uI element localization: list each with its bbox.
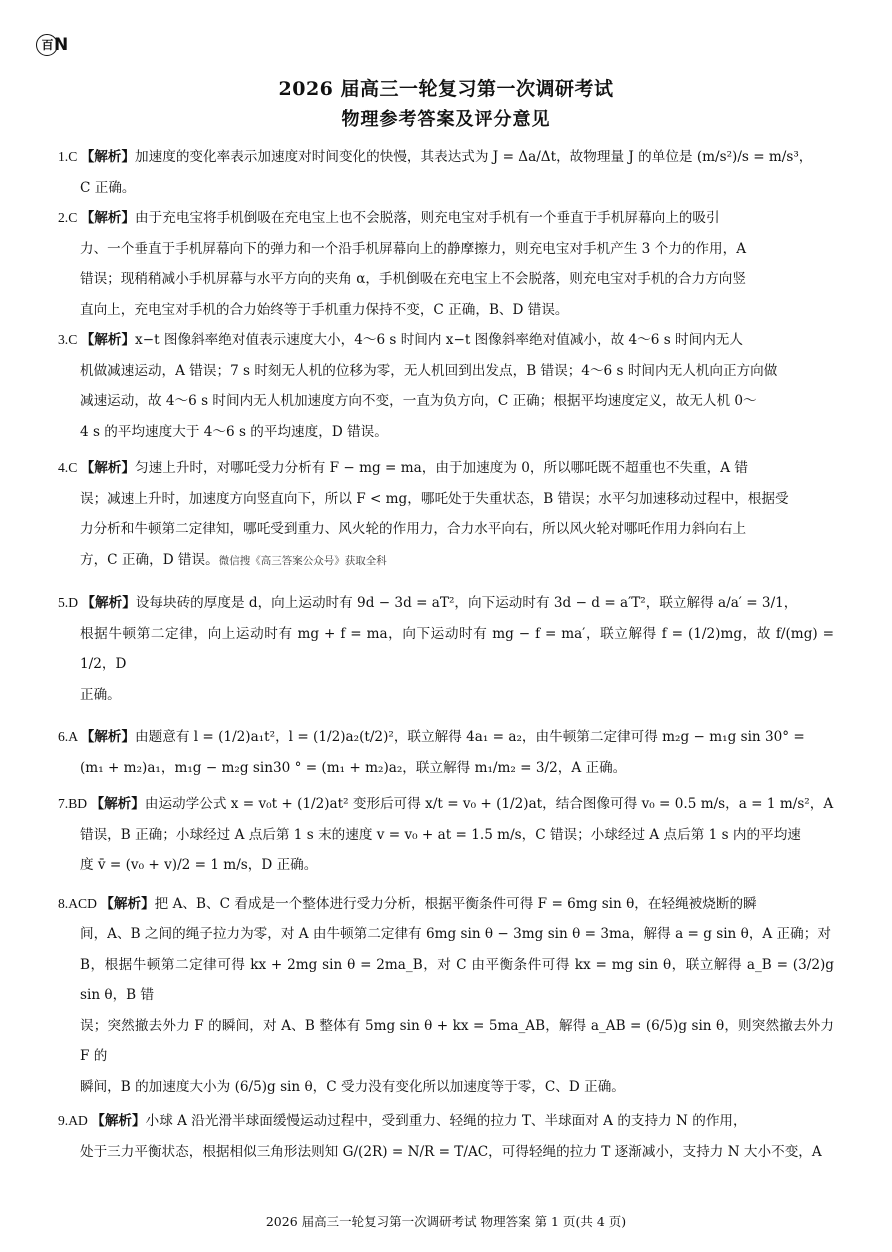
- answer-line: [58, 514, 834, 545]
- answer-number: 4.C: [58, 460, 81, 475]
- answer-text: 根据牛顿第二定律，向上运动时有 mg + f = ma，向下运动时有 mg − f = ma′，联立解得 f = (1/2)mg，故 f/(mg) = 1/2，D: [80, 625, 834, 672]
- answer-text: 误；减速上升时，加速度方向竖直向下，所以 F < mg，哪吒处于失重状态，B 错误；水平匀加速移动过程中，根据受: [80, 490, 789, 507]
- answer-line: [58, 850, 834, 881]
- answer-item: [58, 203, 834, 325]
- publisher-logo: [36, 34, 67, 56]
- answer-line: [58, 1072, 834, 1103]
- answer-text: 由运动学公式 x = v₀t + (1/2)at² 变形后可得 x/t = v₀ + (1/2)at，结合图像可得 v₀ = 0.5 m/s，a = 1 m/s²，A: [144, 796, 834, 812]
- answer-text: 匀速上升时，对哪吒受力分析有 F − mg = ma，由于加速度为 0，所以哪吒既不超重也不失重，A 错: [135, 460, 748, 476]
- logo-letter: N: [54, 35, 68, 55]
- analysis-tag: 【解析】: [81, 595, 136, 611]
- answer-number: 5.D: [58, 595, 82, 610]
- answer-first-line: [58, 203, 834, 234]
- answer-line: [58, 1011, 834, 1072]
- answer-first-line: [58, 789, 834, 820]
- analysis-tag: 【解析】: [80, 149, 136, 165]
- page-footer: 2026 届高三一轮复习第一次调研考试 物理答案 第 1 页(共 4 页): [265, 1214, 627, 1229]
- answer-line: [58, 680, 834, 711]
- answer-item: [58, 142, 834, 203]
- answer-line: [58, 484, 834, 515]
- answer-number: 2.C: [58, 210, 81, 225]
- answer-first-line: [58, 1106, 834, 1137]
- answer-first-line: [58, 142, 834, 173]
- answer-line: [58, 356, 834, 387]
- answer-text: 4 s 的平均速度大于 4～6 s 的平均速度，D 错误。: [80, 423, 388, 440]
- answer-line: [58, 545, 834, 577]
- answer-line: [58, 295, 834, 326]
- answer-line: [58, 820, 834, 851]
- answer-text: 度 v̄ = (v₀ + v)/2 = 1 m/s，D 正确。: [80, 857, 318, 873]
- answer-first-line: [58, 722, 834, 753]
- answer-text: 力、一个垂直于手机屏幕向下的弹力和一个沿手机屏幕向上的静摩擦力，则充电宝对手机产生 3 个力的作用，A: [80, 240, 747, 257]
- answer-text: 把 A、B、C 看成是一个整体进行受力分析，根据平衡条件可得 F = 6mg sin θ，在轻绳被烧断的瞬: [154, 895, 757, 912]
- answer-text: 减速运动，故 4～6 s 时间内无人机加速度方向不变，一直为负方向，C 正确；根据平均速度定义，故无人机 0～: [80, 393, 757, 409]
- analysis-tag: 【解析】: [90, 796, 145, 812]
- answer-list: [58, 142, 834, 1167]
- wechat-note: 微信搜《高三答案公众号》获取全科: [218, 554, 387, 567]
- answer-line: [58, 386, 834, 417]
- answer-text: 加速度的变化率表示加速度对时间变化的快慢，其表达式为 J = Δa/Δt，故物理量 J 的单位是 (m/s²)/s = m/s³，: [135, 149, 813, 165]
- answer-text: 由题意有 l = (1/2)a₁t²，l = (1/2)a₂(t/2)²，联立解得 4a₁ = a₂，由牛顿第二定律可得 m₂g − m₁g sin 30° =: [135, 729, 805, 745]
- answer-item: [58, 588, 834, 710]
- answer-number: 3.C: [58, 332, 81, 347]
- answer-first-line: [58, 588, 834, 619]
- answer-text: 瞬间，B 的加速度大小为 (6/5)g sin θ，C 受力没有变化所以加速度等于零，C、D 正确。: [80, 1078, 625, 1095]
- answer-text: 直向上，充电宝对手机的合力始终等于手机重力保持不变，C 正确，B、D 错误。: [80, 301, 569, 318]
- document-subtitle: 物理参考答案及评分意见: [341, 109, 551, 130]
- answer-text: 处于三力平衡状态，根据相似三角形法则知 G/(2R) = N/R = T/AC，可得轻绳的拉力 T 逐渐减小，支持力 N 大小不变，A: [80, 1143, 822, 1160]
- answer-text: 设每块砖的厚度是 d，向上运动时有 9d − 3d = aT²，向下运动时有 3d − d = a′T²，联立解得 a/a′ = 3/1，: [135, 595, 798, 611]
- answer-line: [58, 234, 834, 265]
- answer-item: [58, 722, 834, 783]
- analysis-tag: 【解析】: [100, 895, 155, 912]
- answer-item: [58, 789, 834, 881]
- answer-text: 力分析和牛顿第二定律知，哪吒受到重力、风火轮的作用力，合力水平向右，所以风火轮对哪吒作用力斜向右上: [80, 521, 747, 537]
- answer-line: [58, 950, 834, 1011]
- answer-line: [58, 619, 834, 680]
- answer-text: x−t 图像斜率绝对值表示速度大小，4～6 s 时间内 x−t 图像斜率绝对值减小，故 4～6 s 时间内无人: [135, 332, 743, 348]
- answer-text: 间，A、B 之间的绳子拉力为零，对 A 由牛顿第二定律有 6mg sin θ − 3mg sin θ = 3ma，解得 a = g sin θ，A 正确；对: [80, 926, 831, 942]
- answer-first-line: [58, 889, 834, 920]
- answer-line: [58, 264, 834, 295]
- analysis-tag: 【解析】: [80, 460, 136, 476]
- answer-text: 由于充电宝将手机倒吸在充电宝上也不会脱落，则充电宝对手机有一个垂直于手机屏幕向上的吸引: [135, 210, 720, 226]
- logo-mark: 百: [36, 34, 58, 56]
- answer-line: [58, 173, 834, 204]
- answer-text: B，根据牛顿第二定律可得 kx + 2mg sin θ = 2ma_B，对 C 由平衡条件可得 kx = mg sin θ，联立解得 a_B = (3/2)g sin θ，B 错: [80, 956, 834, 1003]
- answer-text: 错误；现稍稍减小手机屏幕与水平方向的夹角 α，手机倒吸在充电宝上不会脱落，则充电宝对手机的合力方向竖: [80, 271, 746, 287]
- answer-item: [58, 325, 834, 447]
- analysis-tag: 【解析】: [91, 1113, 146, 1129]
- answer-number: 8.ACD: [58, 895, 101, 911]
- answer-text: 错误，B 正确；小球经过 A 点后第 1 s 末的速度 v = v₀ + at = 1.5 m/s，C 错误；小球经过 A 点后第 1 s 内的平均速: [80, 826, 801, 843]
- answer-text: 机做减速运动，A 错误；7 s 时刻无人机的位移为零，无人机回到出发点，B 错误；4～6 s 时间内无人机向正方向做: [80, 362, 778, 379]
- answer-text: 正确。: [80, 686, 121, 703]
- answer-line: [58, 753, 834, 784]
- answer-line: [58, 1137, 834, 1168]
- answer-first-line: [58, 325, 834, 356]
- answer-number: 9.AD: [58, 1113, 92, 1128]
- answer-item: [58, 889, 834, 1103]
- answer-text: C 正确。: [80, 179, 136, 196]
- answer-first-line: [58, 453, 834, 484]
- answer-line: [58, 417, 834, 448]
- answer-item: [58, 453, 834, 576]
- answer-text: 小球 A 沿光滑半球面缓慢运动过程中，受到重力、轻绳的拉力 T、半球面对 A 的支持力 N 的作用，: [145, 1113, 747, 1129]
- answer-line: [58, 919, 834, 950]
- analysis-tag: 【解析】: [80, 332, 136, 348]
- answer-item: [58, 1106, 834, 1167]
- answer-text: 误；突然撤去外力 F 的瞬间，对 A、B 整体有 5mg sin θ + kx = 5ma_AB，解得 a_AB = (6/5)g sin θ，则突然撤去外力 F 的: [80, 1017, 834, 1064]
- analysis-tag: 【解析】: [80, 210, 136, 226]
- answer-text: 方，C 正确，D 错误。: [80, 551, 219, 568]
- analysis-tag: 【解析】: [80, 729, 136, 745]
- answer-number: 6.A: [58, 729, 81, 744]
- document-title: 2026 届高三一轮复习第一次调研考试: [278, 78, 614, 100]
- answer-text: (m₁ + m₂)a₁，m₁g − m₂g sin30 ° = (m₁ + m₂)a₂，联立解得 m₁/m₂ = 3/2，A 正确。: [80, 759, 627, 776]
- answer-number: 7.BD: [58, 796, 91, 811]
- answer-number: 1.C: [58, 149, 81, 164]
